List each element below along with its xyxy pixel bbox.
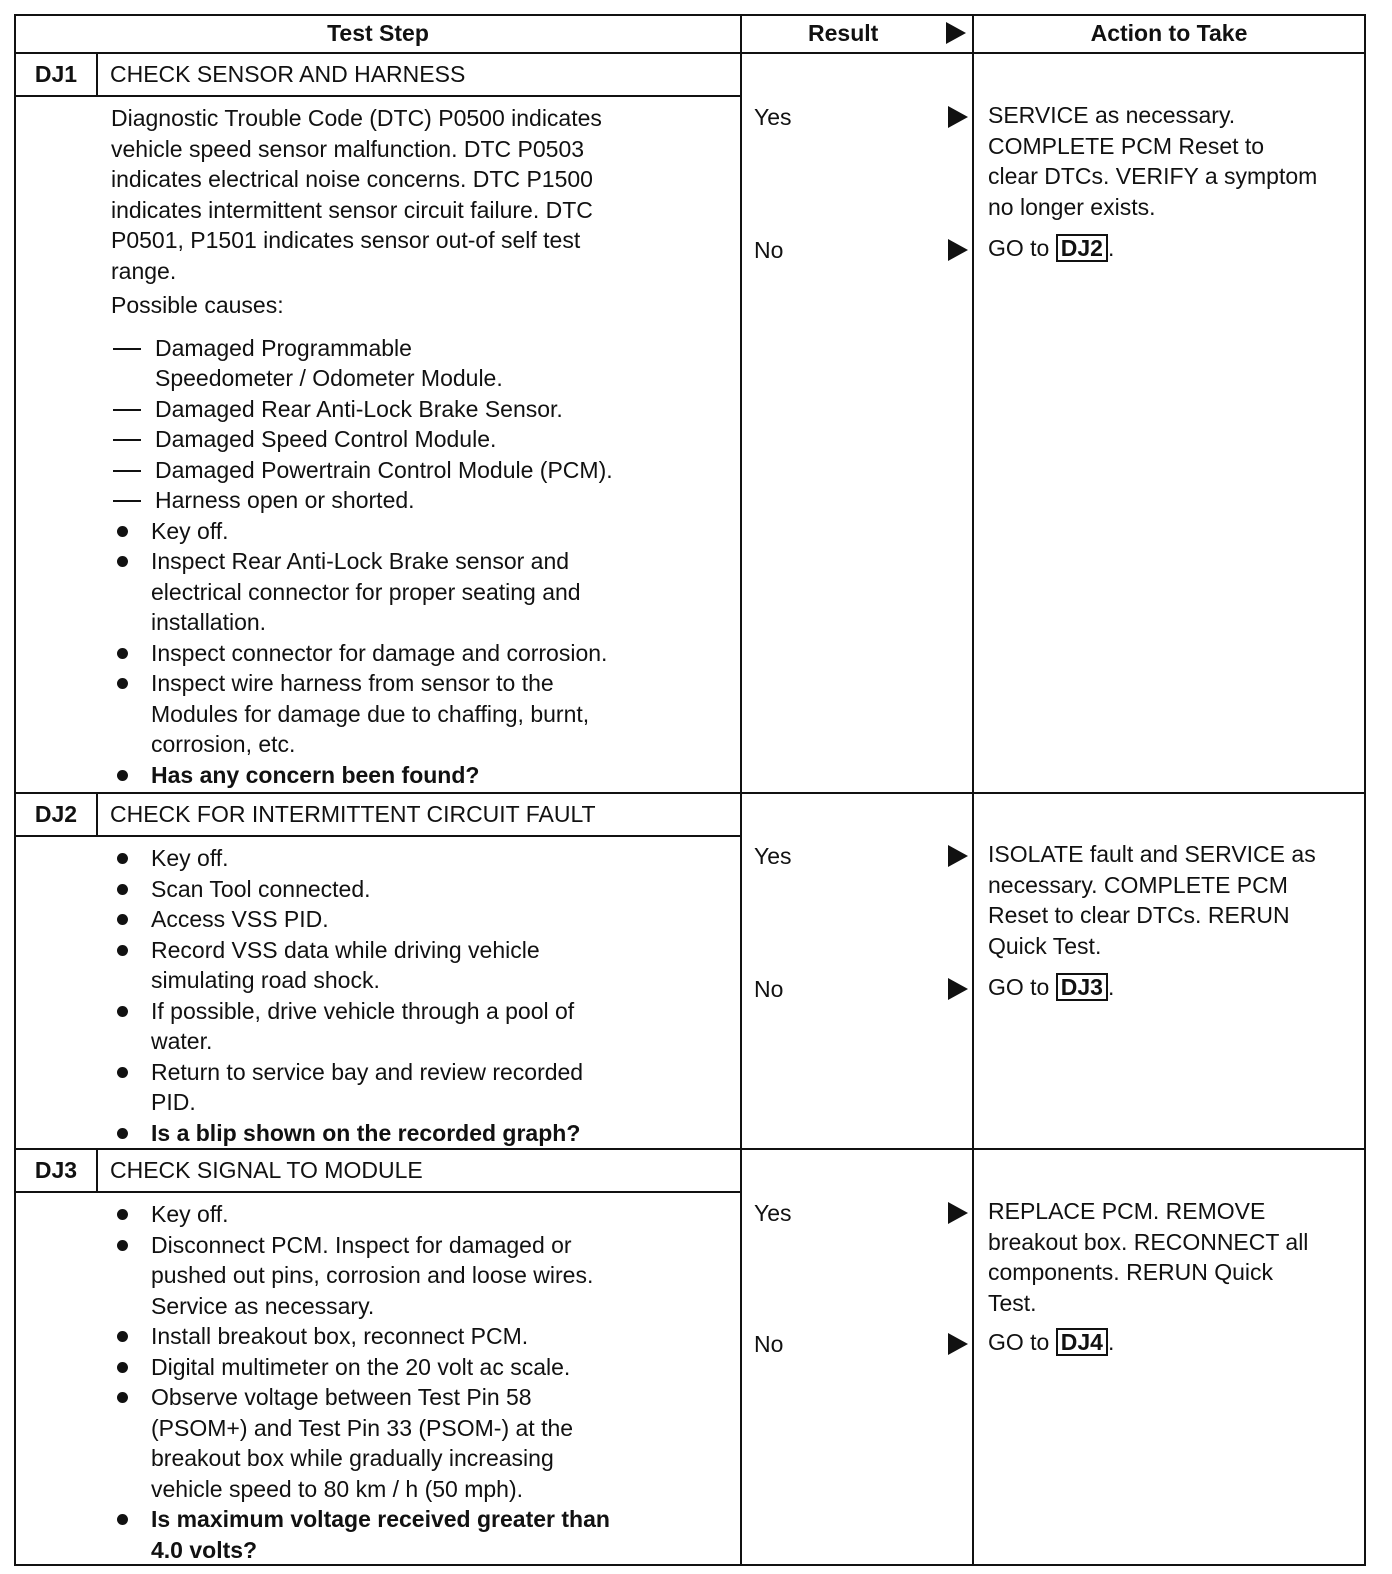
item-text: Damaged Rear Anti-Lock Brake Sensor. <box>155 395 563 422</box>
item-text: Return to service bay and review recorded PID. <box>151 1058 584 1115</box>
instruction-item <box>111 668 740 760</box>
bullet-icon <box>117 884 128 895</box>
header-action: Action to Take <box>1090 20 1248 46</box>
diagnostic-table <box>14 14 1366 1566</box>
item-text: Observe voltage between Test Pin 58 (PSOM+) and Test Pin 33 (PSOM-) at the breakout box while gradually increasing vehicle speed to 80 km / h (50 mph). <box>151 1384 574 1502</box>
instruction-item <box>111 874 740 905</box>
no-action <box>988 1327 1360 1358</box>
instruction-item <box>111 1504 740 1565</box>
test-step-row <box>16 1150 1364 1564</box>
dash-icon <box>113 470 141 472</box>
step-title-bar <box>16 794 740 837</box>
yes-action: ISOLATE fault and SERVICE as necessary. COMPLETE PCM Reset to clear DTCs. RERUN Quick Test. <box>988 841 1316 959</box>
instruction-item <box>111 996 740 1057</box>
dash-icon <box>113 348 141 350</box>
instruction-item <box>111 904 740 935</box>
item-text: Install breakout box, reconnect PCM. <box>151 1323 529 1349</box>
item-text: Harness open or shorted. <box>155 487 415 513</box>
bullet-icon <box>117 1128 128 1139</box>
item-text: Inspect connector for damage and corrosion. <box>151 639 608 666</box>
instruction-item <box>111 516 740 547</box>
test-step-row <box>16 54 1364 794</box>
item-text: Damaged Speed Control Module. <box>155 426 497 452</box>
bullet-icon <box>117 1240 128 1251</box>
instruction-item <box>111 638 740 669</box>
no-action-text: GO to <box>988 235 1056 261</box>
arrow-icon <box>948 239 968 261</box>
dash-icon <box>113 500 141 502</box>
item-text: Record VSS data while driving vehicle simulating road shock. <box>151 936 540 993</box>
step-content <box>16 1193 740 1571</box>
no-action-text: GO to <box>988 1329 1056 1355</box>
result-yes: Yes <box>754 843 792 869</box>
step-content <box>16 837 740 1154</box>
no-action-suffix: . <box>1107 974 1115 1000</box>
bullet-icon <box>117 526 128 537</box>
item-text: Inspect Rear Anti-Lock Brake sensor and electrical connector for proper seating and installation. <box>151 548 581 635</box>
arrow-icon <box>948 1333 968 1355</box>
item-text: Disconnect PCM. Inspect for damaged or pushed out pins, corrosion and loose wires. Service as necessary. <box>151 1231 594 1319</box>
bullet-icon <box>117 648 128 659</box>
no-action-text: GO to <box>988 974 1056 1000</box>
bullet-icon <box>117 945 128 956</box>
bullet-icon <box>117 1331 128 1342</box>
result-cell <box>742 794 974 1148</box>
result-no: No <box>754 1331 784 1357</box>
step-id: DJ3 <box>16 1150 98 1191</box>
step-title-bar <box>16 1150 740 1193</box>
bullet-icon <box>117 1392 128 1403</box>
item-text: Key off. <box>151 517 229 544</box>
item-text: Is a blip shown on the recorded graph? <box>151 1119 581 1146</box>
bullet-icon <box>117 1362 128 1373</box>
item-text: Damaged Powertrain Control Module (PCM). <box>155 456 613 483</box>
instruction-item <box>111 1382 740 1504</box>
test-step-cell <box>16 794 742 1148</box>
result-cell <box>742 54 974 792</box>
instruction-item <box>111 1321 740 1352</box>
item-text: Key off. <box>151 1201 229 1227</box>
arrow-icon <box>948 845 968 867</box>
yes-action: REPLACE PCM. REMOVE breakout box. RECONNECT all components. RERUN Quick Test. <box>988 1198 1309 1316</box>
table-header <box>16 16 1364 54</box>
test-step-cell <box>16 1150 742 1564</box>
item-text: Has any concern been found? <box>151 761 480 788</box>
cause-item <box>111 394 740 425</box>
item-text: Access VSS PID. <box>151 906 329 932</box>
header-result-label: Result <box>808 20 879 46</box>
cause-item <box>111 333 740 394</box>
test-step-cell <box>16 54 742 792</box>
bullet-icon <box>117 853 128 864</box>
step-description: Diagnostic Trouble Code (DTC) P0500 indicates vehicle speed sensor malfunction. DTC P0503 indicates electrical noise concerns. DTC P1500 indicates intermittent sensor circuit failure. DTC P0501, P1501 indicates sensor out-of self test range. <box>111 105 602 284</box>
item-text: Digital multimeter on the 20 volt ac scale. <box>151 1353 571 1380</box>
bullet-icon <box>117 1514 128 1525</box>
instruction-item <box>111 1352 740 1383</box>
step-reference-link[interactable]: DJ2 <box>1056 234 1108 262</box>
instruction-item <box>111 1118 740 1149</box>
action-cell <box>974 1150 1364 1564</box>
instruction-item <box>111 935 740 996</box>
action-cell <box>974 794 1364 1148</box>
item-text: Scan Tool connected. <box>151 875 371 902</box>
no-action <box>988 972 1360 1003</box>
step-reference-link[interactable]: DJ3 <box>1056 973 1108 1001</box>
item-text: Inspect wire harness from sensor to the Modules for damage due to chaffing, burnt, corrosion, etc. <box>151 670 590 757</box>
no-action-suffix: . <box>1107 235 1115 261</box>
item-text: Is maximum voltage received greater than 4.0 volts? <box>151 1506 610 1563</box>
result-no: No <box>754 237 784 263</box>
result-no: No <box>754 976 784 1002</box>
step-title: CHECK SENSOR AND HARNESS <box>110 61 466 87</box>
test-step-row <box>16 794 1364 1150</box>
arrow-icon <box>948 978 968 1000</box>
result-cell <box>742 1150 974 1564</box>
possible-causes-heading: Possible causes: <box>111 292 284 318</box>
step-id: DJ1 <box>16 54 98 95</box>
cause-item <box>111 424 740 455</box>
instruction-item <box>111 546 740 638</box>
step-title: CHECK SIGNAL TO MODULE <box>110 1157 423 1183</box>
result-yes: Yes <box>754 104 792 130</box>
bullet-icon <box>117 556 128 567</box>
arrow-icon <box>948 1202 968 1224</box>
no-action-suffix: . <box>1107 1329 1115 1355</box>
instruction-item <box>111 1199 740 1230</box>
step-reference-link[interactable]: DJ4 <box>1056 1328 1108 1356</box>
dash-icon <box>113 409 141 411</box>
arrow-icon <box>946 22 966 44</box>
bullet-icon <box>117 770 128 781</box>
bullet-icon <box>117 914 128 925</box>
instruction-item <box>111 843 740 874</box>
arrow-icon <box>948 106 968 128</box>
instruction-item <box>111 760 740 791</box>
dash-icon <box>113 439 141 441</box>
header-result <box>742 16 974 52</box>
step-content <box>16 97 740 796</box>
cause-item <box>111 455 740 486</box>
bullet-icon <box>117 1006 128 1017</box>
item-text: Key off. <box>151 845 229 871</box>
step-title: CHECK FOR INTERMITTENT CIRCUIT FAULT <box>110 801 596 827</box>
step-id: DJ2 <box>16 794 98 835</box>
yes-action: SERVICE as necessary. COMPLETE PCM Reset to clear DTCs. VERIFY a symptom no longer exists. <box>988 102 1318 220</box>
item-text: Damaged Programmable Speedometer / Odometer Module. <box>155 334 503 391</box>
header-test-step: Test Step <box>16 16 742 52</box>
action-cell <box>974 54 1364 792</box>
cause-item <box>111 485 740 516</box>
instruction-item <box>111 1230 740 1322</box>
no-action <box>988 233 1360 264</box>
result-yes: Yes <box>754 1200 792 1226</box>
item-text: If possible, drive vehicle through a pool of water. <box>151 997 575 1054</box>
step-title-bar <box>16 54 740 97</box>
bullet-icon <box>117 1067 128 1078</box>
bullet-icon <box>117 678 128 689</box>
bullet-icon <box>117 1209 128 1220</box>
instruction-item <box>111 1057 740 1118</box>
